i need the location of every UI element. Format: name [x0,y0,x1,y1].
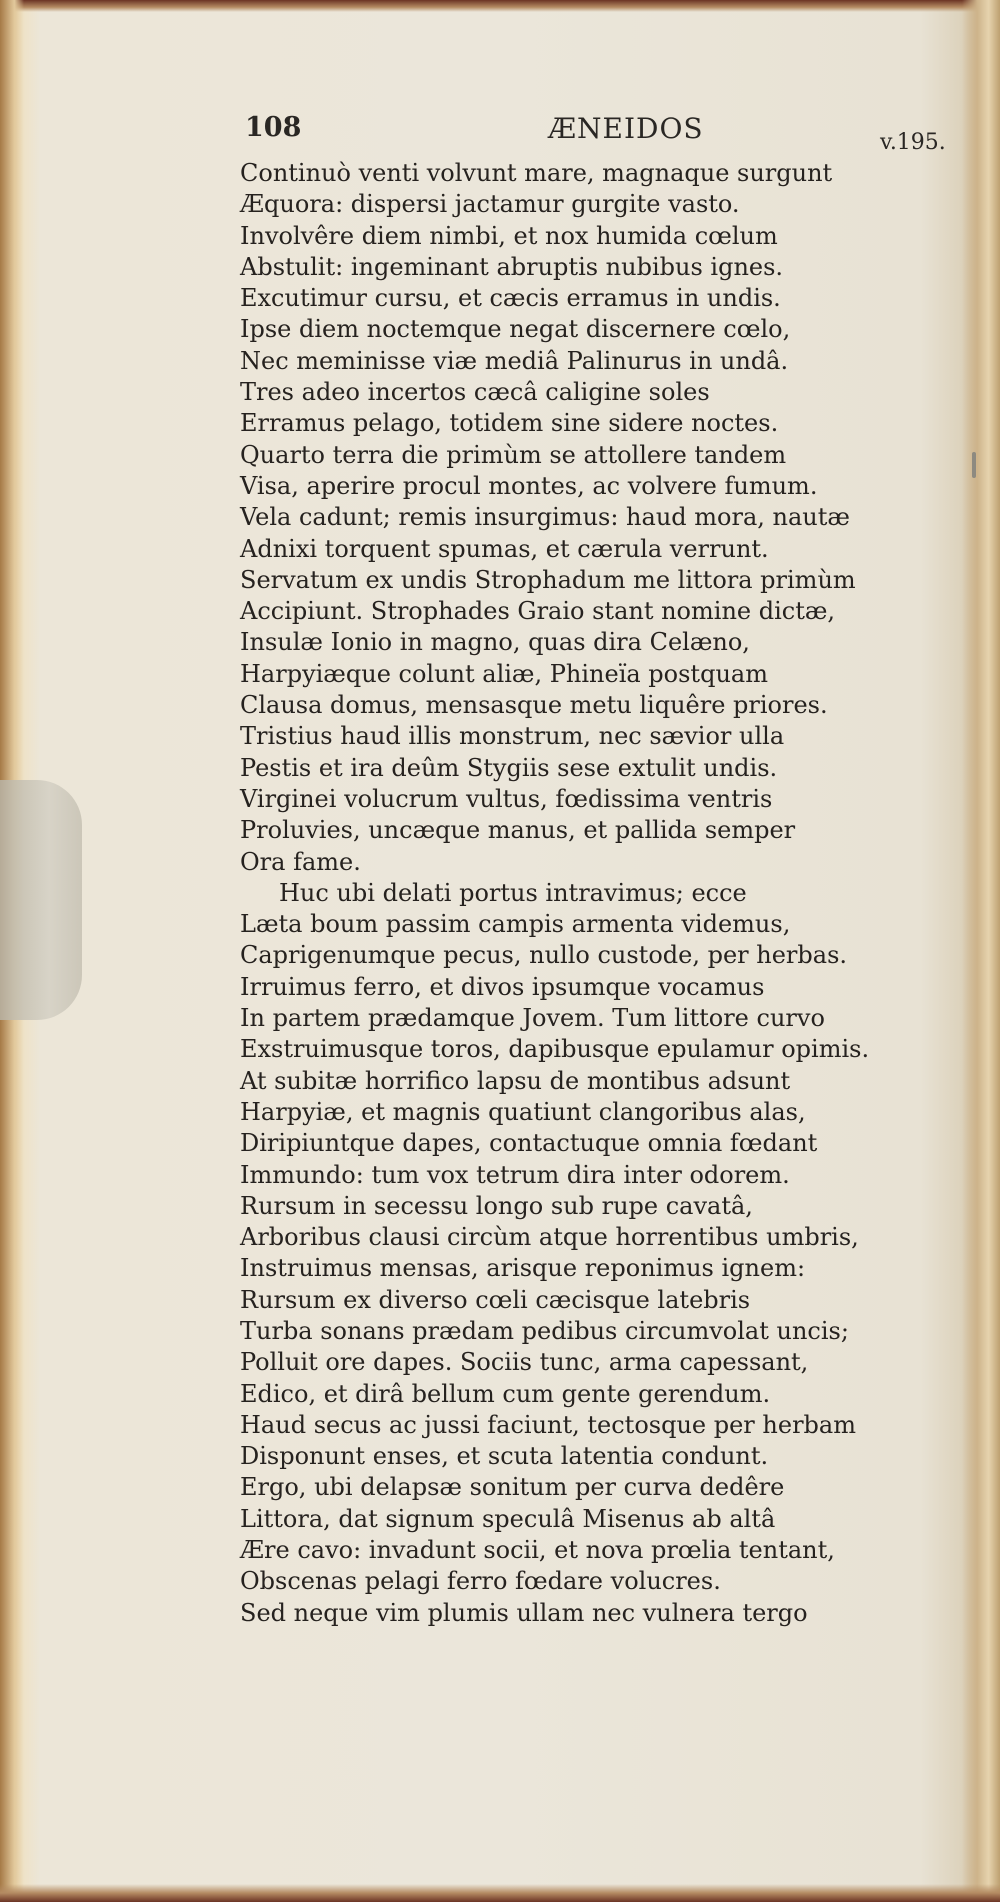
verse-line: Turba sonans prædam pedibus circumvolat uncis; [240,1316,849,1345]
verse-line: Continuò venti volvunt mare, magnaque surgunt [240,159,833,187]
verse-line: Virginei volucrum vultus, fœdissima ventris [240,784,773,813]
verse-line: Diripiuntque dapes, contactuque omnia fœdant [240,1129,818,1158]
verse-line: Accipiunt. Strophades Graio stant nomine dictæ, [240,597,836,626]
verse-line: Tristius haud illis monstrum, nec sævior ulla [240,722,785,751]
page-header [0,112,1000,155]
verse-line: Instruimus mensas, arisque reponimus ignem: [240,1254,806,1283]
verse-line-paragraph-start: Huc ubi delati portus intravimus; ecce [279,878,747,907]
verse-line: Tres adeo incertos cæcâ caligine soles [240,378,710,407]
verse-reference: v.195. [880,130,946,155]
verse-text [240,158,962,1629]
verse-line: Servatum ex undis Strophadum me littora primùm [240,565,856,594]
verse-line: Æquora: dispersi jactamur gurgite vasto. [240,190,740,219]
verse-line: Rursum in secessu longo sub rupe cavatâ, [240,1191,753,1220]
verse-line: At subitæ horrifico lapsu de montibus adsunt [240,1066,791,1095]
verse-line: Involvêre diem nimbi, et nox humida cœlum [240,221,778,250]
verse-line: In partem prædamque Jovem. Tum littore curvo [240,1004,825,1033]
verse-line: Sed neque vim plumis ullam nec vulnera tergo [240,1598,808,1627]
verse-line: Rursum ex diverso cœli cæcisque latebris [240,1285,751,1314]
verse-line: Ære cavo: invadunt socii, et nova prœlia tentant, [240,1536,835,1565]
verse-line: Arboribus clausi circùm atque horrentibus umbris, [240,1223,859,1252]
margin-mark [972,452,976,478]
verse-line: Abstulit: ingeminant abruptis nubibus ignes. [240,252,784,281]
verse-line: Insulæ Ionio in magno, quas dira Celæno, [240,628,750,657]
verse-line: Proluvies, uncæque manus, et pallida semper [240,816,796,845]
verse-line: Harpyiæ, et magnis quatiunt clangoribus alas, [240,1097,806,1126]
verse-line: Ipse diem noctemque negat discernere cœlo, [240,315,791,344]
verse-line: Edico, et dirâ bellum cum gente gerendum. [240,1379,771,1408]
verse-line: Excutimur cursu, et cæcis erramus in undis. [240,284,781,313]
verse-line: Ergo, ubi delapsæ sonitum per curva dedêre [240,1473,785,1502]
verse-line: Exstruimusque toros, dapibusque epulamur opimis. [240,1035,870,1064]
verse-line: Clausa domus, mensasque metu liquêre priores. [240,691,828,720]
verse-line: Irruimus ferro, et divos ipsumque vocamus [240,972,765,1001]
verse-line: Haud secus ac jussi faciunt, tectosque per herbam [240,1410,856,1439]
verse-line: Caprigenumque pecus, nullo custode, per herbas. [240,941,848,970]
verse-line: Littora, dat signum speculâ Misenus ab altâ [240,1504,776,1533]
page-tab [0,780,82,1020]
verse-line: Adnixi torquent spumas, et cærula verrunt. [240,534,769,563]
verse-line: Pestis et ira deûm Stygiis sese extulit undis. [240,753,778,782]
verse-line: Immundo: tum vox tetrum dira inter odorem. [240,1160,790,1189]
running-title: ÆNEIDOS [548,112,704,145]
verse-line: Disponunt enses, et scuta latentia condunt. [240,1442,769,1471]
verse-line: Nec meminisse viæ mediâ Palinurus in undâ. [240,346,789,375]
verse-line: Obscenas pelagi ferro fœdare volucres. [240,1567,721,1596]
page-top-edge [0,0,1000,12]
verse-line: Polluit ore dapes. Sociis tunc, arma capessant, [240,1348,809,1377]
verse-line: Ora fame. [240,847,361,876]
verse-line: Læta boum passim campis armenta videmus, [240,910,791,939]
verse-line: Vela cadunt; remis insurgimus: haud mora, nautæ [240,503,850,532]
page-right-edge [962,0,1000,1902]
verse-line: Visa, aperire procul montes, ac volvere fumum. [240,471,818,500]
verse-line: Harpyiæque colunt aliæ, Phineïa postquam [240,659,768,688]
page-bottom-edge [0,1884,1000,1902]
verse-line: Quarto terra die primùm se attollere tandem [240,440,787,469]
page-number: 108 [245,112,302,143]
verse-line: Erramus pelago, totidem sine sidere noctes. [240,409,779,438]
